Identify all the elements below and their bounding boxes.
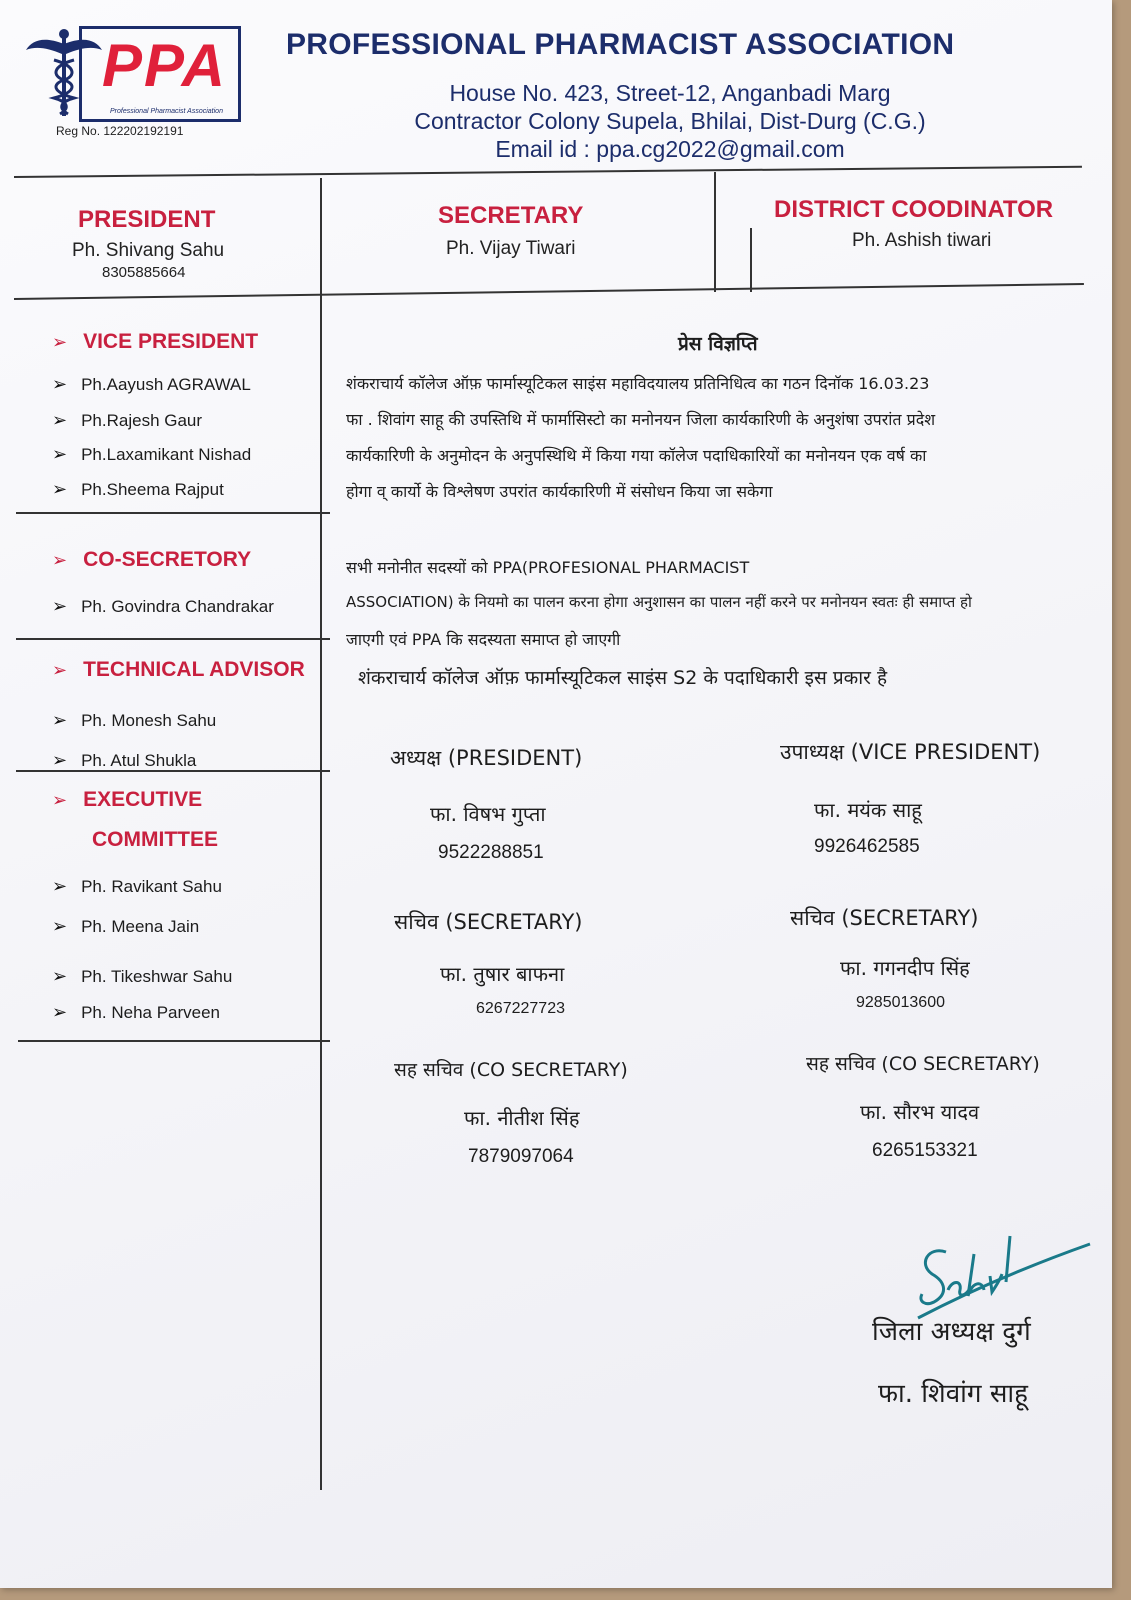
president-phone: 8305885664 xyxy=(102,264,186,281)
officers-subheading: शंकराचार्य कॉलेज ऑफ़ फार्मास्यूटिकल साइंस S2 के पदाधिकारी इस प्रकार है xyxy=(358,667,888,689)
district-coordinator-name: Ph. Ashish tiwari xyxy=(852,230,992,251)
roles-divider-1 xyxy=(714,172,716,292)
officer-label: अध्यक्ष (PRESIDENT) xyxy=(390,746,583,770)
list-item: ➢ Ph. Monesh Sahu xyxy=(52,710,217,730)
signature-name: फा. शिवांग साहू xyxy=(878,1379,1028,1409)
officer-label: सह सचिव (CO SECRETARY) xyxy=(806,1053,1040,1075)
list-item: ➢ Ph. Neha Parveen xyxy=(52,1002,221,1022)
arrow-icon: ➢ xyxy=(52,479,68,499)
logo-wordmark: PPA xyxy=(102,32,227,99)
svg-text:Sahu: Sahu xyxy=(908,1232,911,1233)
arrow-icon: ➢ xyxy=(52,710,68,730)
press-paragraph-1-line: फा . शिवांग साहू की उपस्तिथि में फार्मासिस्टो का मनोनयन जिला कार्यकारिणी के अनुशंषा उपरांत प्रदेश xyxy=(346,410,936,429)
arrow-icon: ➢ xyxy=(52,916,68,936)
arrow-icon: ➢ xyxy=(52,966,68,986)
secretary-name: Ph. Vijay Tiwari xyxy=(446,238,576,259)
signature-scrawl xyxy=(908,1232,1098,1322)
officer-phone: 9285013600 xyxy=(856,994,945,1011)
press-release-heading: प्रेस विज्ञप्ति xyxy=(678,333,758,355)
arrow-icon: ➢ xyxy=(52,444,68,464)
arrow-icon: ➢ xyxy=(52,790,68,810)
press-paragraph-1-line: शंकराचार्य कॉलेज ऑफ़ फार्मास्यूटिकल साइंस महाविदयालय प्रतिनिधित्व का गठन दिनॉक 16.03.23 xyxy=(346,374,930,393)
arrow-icon: ➢ xyxy=(52,374,68,394)
arrow-icon: ➢ xyxy=(52,410,68,430)
arrow-icon: ➢ xyxy=(52,550,68,570)
sidebar-separator xyxy=(16,512,330,514)
president-title: PRESIDENT xyxy=(78,206,216,233)
vice-president-heading: ➢ VICE PRESIDENT xyxy=(52,330,259,353)
technical-advisor-heading: ➢ TECHNICAL ADVISOR xyxy=(52,658,305,681)
officer-name: फा. विषभ गुप्ता xyxy=(430,802,546,826)
officer-label: सह सचिव (CO SECRETARY) xyxy=(394,1059,628,1081)
press-paragraph-1-line: होगा व् कार्यो के विश्लेषण उपरांत कार्यकारिणी में संसोधन किया जा सकेगा xyxy=(346,482,773,501)
arrow-icon: ➢ xyxy=(52,876,68,896)
officer-phone: 9926462585 xyxy=(814,836,920,857)
press-paragraph-2-line: ASSOCIATION) के नियमो का पालन करना होगा अनुशासन का पालन नहीं करने पर मनोनयन स्वतः ही समाप्त हो xyxy=(346,593,972,611)
arrow-icon: ➢ xyxy=(52,750,68,770)
list-item: ➢ Ph. Tikeshwar Sahu xyxy=(52,966,233,986)
roles-divider-2 xyxy=(750,228,752,292)
email-line: Email id : ppa.cg2022@gmail.com xyxy=(495,136,845,162)
executive-committee-heading: ➢ EXECUTIVE xyxy=(52,788,203,811)
address-line-2: Contractor Colony Supela, Bhilai, Dist-Durg (C.G.) xyxy=(414,108,926,134)
roles-bottom-divider xyxy=(14,283,1084,299)
list-item: ➢ Ph. Meena Jain xyxy=(52,916,200,936)
list-item: ➢ Ph. Atul Shukla xyxy=(52,750,197,770)
list-item: ➢ Ph.Laxamikant Nishad xyxy=(52,444,252,464)
sidebar-separator xyxy=(18,1040,330,1042)
press-paragraph-2-line: सभी मनोनीत सदस्यों को PPA(PROFESIONAL PHARMACIST xyxy=(346,558,750,577)
officer-name: फा. गगनदीप सिंह xyxy=(840,956,970,980)
president-name: Ph. Shivang Sahu xyxy=(72,240,225,261)
arrow-icon: ➢ xyxy=(52,660,68,680)
officer-phone: 7879097064 xyxy=(468,1146,574,1167)
list-item: ➢ Ph.Aayush AGRAWAL xyxy=(52,374,251,394)
address-line-1: House No. 423, Street-12, Anganbadi Marg xyxy=(449,80,891,106)
arrow-icon: ➢ xyxy=(52,596,68,616)
officer-name: फा. तुषार बाफना xyxy=(440,962,565,986)
list-item: ➢ Ph. Ravikant Sahu xyxy=(52,876,222,896)
officer-label: सचिव (SECRETARY) xyxy=(394,910,583,934)
officer-name: फा. नीतीश सिंह xyxy=(464,1106,580,1130)
officer-label: सचिव (SECRETARY) xyxy=(790,906,979,930)
list-item: ➢ Ph. Govindra Chandrakar xyxy=(52,596,274,616)
co-secretory-heading: ➢ CO-SECRETORY xyxy=(52,548,252,571)
arrow-icon: ➢ xyxy=(52,1002,68,1022)
sidebar-separator xyxy=(16,638,330,640)
signature-title: जिला अध्यक्ष दुर्ग xyxy=(872,1317,1031,1347)
secretary-title: SECRETARY xyxy=(438,202,584,229)
organization-name: PROFESSIONAL PHARMACIST ASSOCIATION xyxy=(286,28,955,61)
press-paragraph-1-line: कार्यकारिणी के अनुमोदन के अनुपस्थिथि में किया गया कॉलेज पदाधिकारियों का मनोनयन एक वर्ष का xyxy=(346,446,927,465)
list-item: ➢ Ph.Sheema Rajput xyxy=(52,479,224,499)
sidebar-divider xyxy=(320,178,322,1490)
logo-tagline: Professional Pharmacist Association xyxy=(110,108,223,115)
officer-name: फा. मयंक साहू xyxy=(814,798,922,822)
officer-name: फा. सौरभ यादव xyxy=(860,1100,980,1124)
list-item: ➢ Ph.Rajesh Gaur xyxy=(52,410,203,430)
officer-phone: 9522288851 xyxy=(438,842,544,863)
header-divider xyxy=(14,166,1082,178)
officer-label: उपाध्यक्ष (VICE PRESIDENT) xyxy=(780,740,1041,764)
ppa-logo xyxy=(24,26,227,146)
registration-number: Reg No. 122202192191 xyxy=(56,124,184,138)
press-paragraph-2-line: जाएगी एवं PPA कि सदस्यता समाप्त हो जाएगी xyxy=(346,630,621,649)
district-coordinator-title: DISTRICT COODINATOR xyxy=(774,196,1054,223)
officer-phone: 6265153321 xyxy=(872,1140,978,1161)
arrow-icon: ➢ xyxy=(52,332,68,352)
executive-committee-heading-line2: COMMITTEE xyxy=(92,828,218,851)
sidebar-separator xyxy=(16,770,330,772)
officer-phone: 6267227723 xyxy=(476,1000,565,1017)
